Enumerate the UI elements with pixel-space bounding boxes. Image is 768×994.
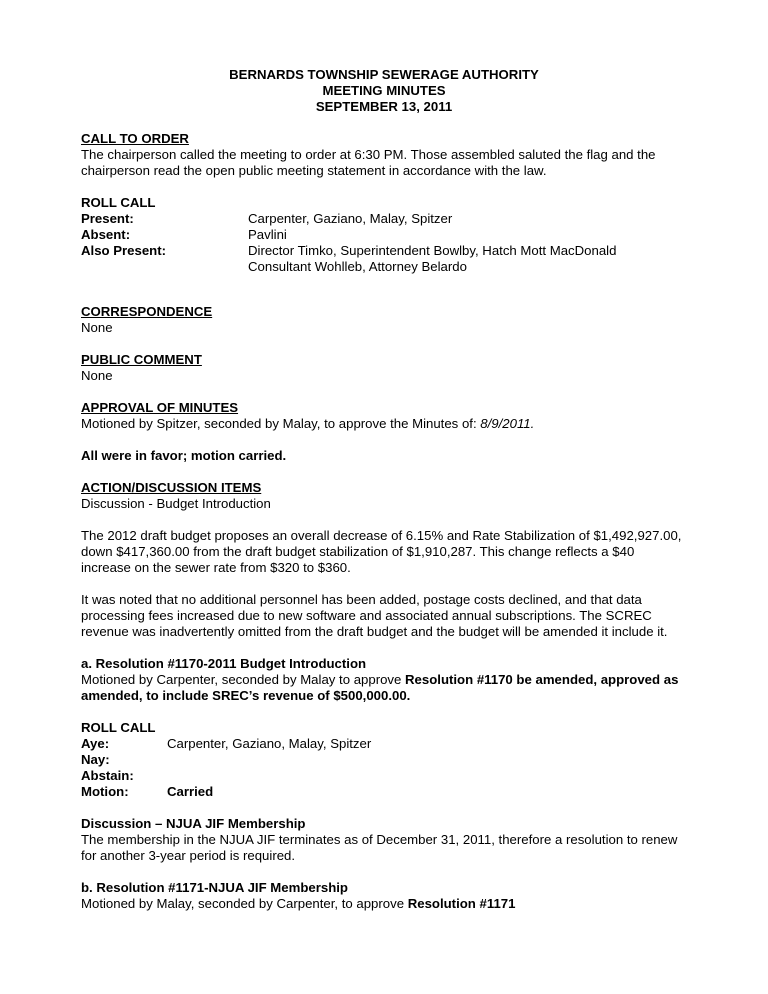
resolution-a-heading: a. Resolution #1170-2011 Budget Introduction — [81, 656, 367, 671]
present-label: Present: — [81, 211, 134, 226]
approval-text — [81, 416, 534, 432]
resolution-b-text-prefix: Motioned by Malay, seconded by Carpenter, to approve — [81, 896, 408, 911]
public-comment-heading: PUBLIC COMMENT — [81, 352, 202, 367]
vote-roll-call-heading: ROLL CALL — [81, 720, 156, 735]
motion-label: Motion: — [81, 784, 129, 799]
present-value: Carpenter, Gaziano, Malay, Spitzer — [248, 211, 453, 226]
also-present-value-2: Consultant Wohlleb, Attorney Belardo — [248, 259, 467, 274]
njua-line-2: for another 3-year period is required. — [81, 848, 296, 863]
resolution-b-text — [81, 896, 515, 912]
approval-result: All were in favor; motion carried. — [81, 448, 287, 463]
resolution-a-line-2: amended, to include SREC’s revenue of $500,000.00. — [81, 688, 411, 703]
njua-heading: Discussion – NJUA JIF Membership — [81, 816, 306, 831]
org-title: BERNARDS TOWNSHIP SEWERAGE AUTHORITY — [229, 67, 539, 82]
approval-heading: APPROVAL OF MINUTES — [81, 400, 239, 415]
budget-paragraph-2-line-2: processing fees increased due to new software and associated annual subscriptions. The SCREC — [81, 608, 652, 623]
motion-value: Carried — [167, 784, 214, 799]
budget-paragraph-2-line-3: revenue was inadvertently omitted from the draft budget and the budget will be amended it include it. — [81, 624, 668, 639]
also-present-value-1: Director Timko, Superintendent Bowlby, Hatch Mott MacDonald — [248, 243, 617, 258]
call-to-order-line-1: The chairperson called the meeting to order at 6:30 PM. Those assembled saluted the flag and the — [81, 147, 656, 162]
absent-label: Absent: — [81, 227, 131, 242]
abstain-label: Abstain: — [81, 768, 134, 783]
approval-date: 8/9/2011. — [480, 416, 535, 431]
aye-label: Aye: — [81, 736, 110, 751]
budget-paragraph-1-line-1: The 2012 draft budget proposes an overall decrease of 6.15% and Rate Stabilization of $1,492,927.00, — [81, 528, 682, 543]
call-to-order-heading: CALL TO ORDER — [81, 131, 189, 146]
nay-label: Nay: — [81, 752, 110, 767]
budget-paragraph-2-line-1: It was noted that no additional personnel has been added, postage costs declined, and that data — [81, 592, 642, 607]
correspondence-heading: CORRESPONDENCE — [81, 304, 213, 319]
resolution-a-line-1-bold: Resolution #1170 be amended, approved as — [405, 672, 679, 687]
budget-paragraph-1-line-2: down $417,360.00 from the draft budget stabilization of $1,910,287. This change reflects a $40 — [81, 544, 635, 559]
doc-title: MEETING MINUTES — [322, 83, 446, 98]
aye-value: Carpenter, Gaziano, Malay, Spitzer — [167, 736, 372, 751]
meeting-date: SEPTEMBER 13, 2011 — [315, 99, 453, 114]
action-items-heading: ACTION/DISCUSSION ITEMS — [81, 480, 262, 495]
public-comment-text: None — [81, 368, 113, 383]
resolution-b-heading: b. Resolution #1171-NJUA JIF Membership — [81, 880, 348, 895]
approval-text-prefix: Motioned by Spitzer, seconded by Malay, to approve the Minutes of: — [81, 416, 481, 431]
also-present-label: Also Present: — [81, 243, 167, 258]
budget-discussion-subheading: Discussion - Budget Introduction — [81, 496, 271, 511]
absent-value: Pavlini — [248, 227, 287, 242]
roll-call-heading: ROLL CALL — [81, 195, 156, 210]
correspondence-text: None — [81, 320, 113, 335]
resolution-b-text-bold: Resolution #1171 — [407, 896, 516, 911]
resolution-a-line-1-prefix: Motioned by Carpenter, seconded by Malay to approve — [81, 672, 406, 687]
call-to-order-line-2: chairperson read the open public meeting statement in accordance with the law. — [81, 163, 547, 178]
resolution-a-line-1 — [81, 672, 678, 688]
budget-paragraph-1-line-3: increase on the sewer rate from $320 to $360. — [81, 560, 351, 575]
njua-line-1: The membership in the NJUA JIF terminates as of December 31, 2011, therefore a resolution to renew — [81, 832, 678, 847]
